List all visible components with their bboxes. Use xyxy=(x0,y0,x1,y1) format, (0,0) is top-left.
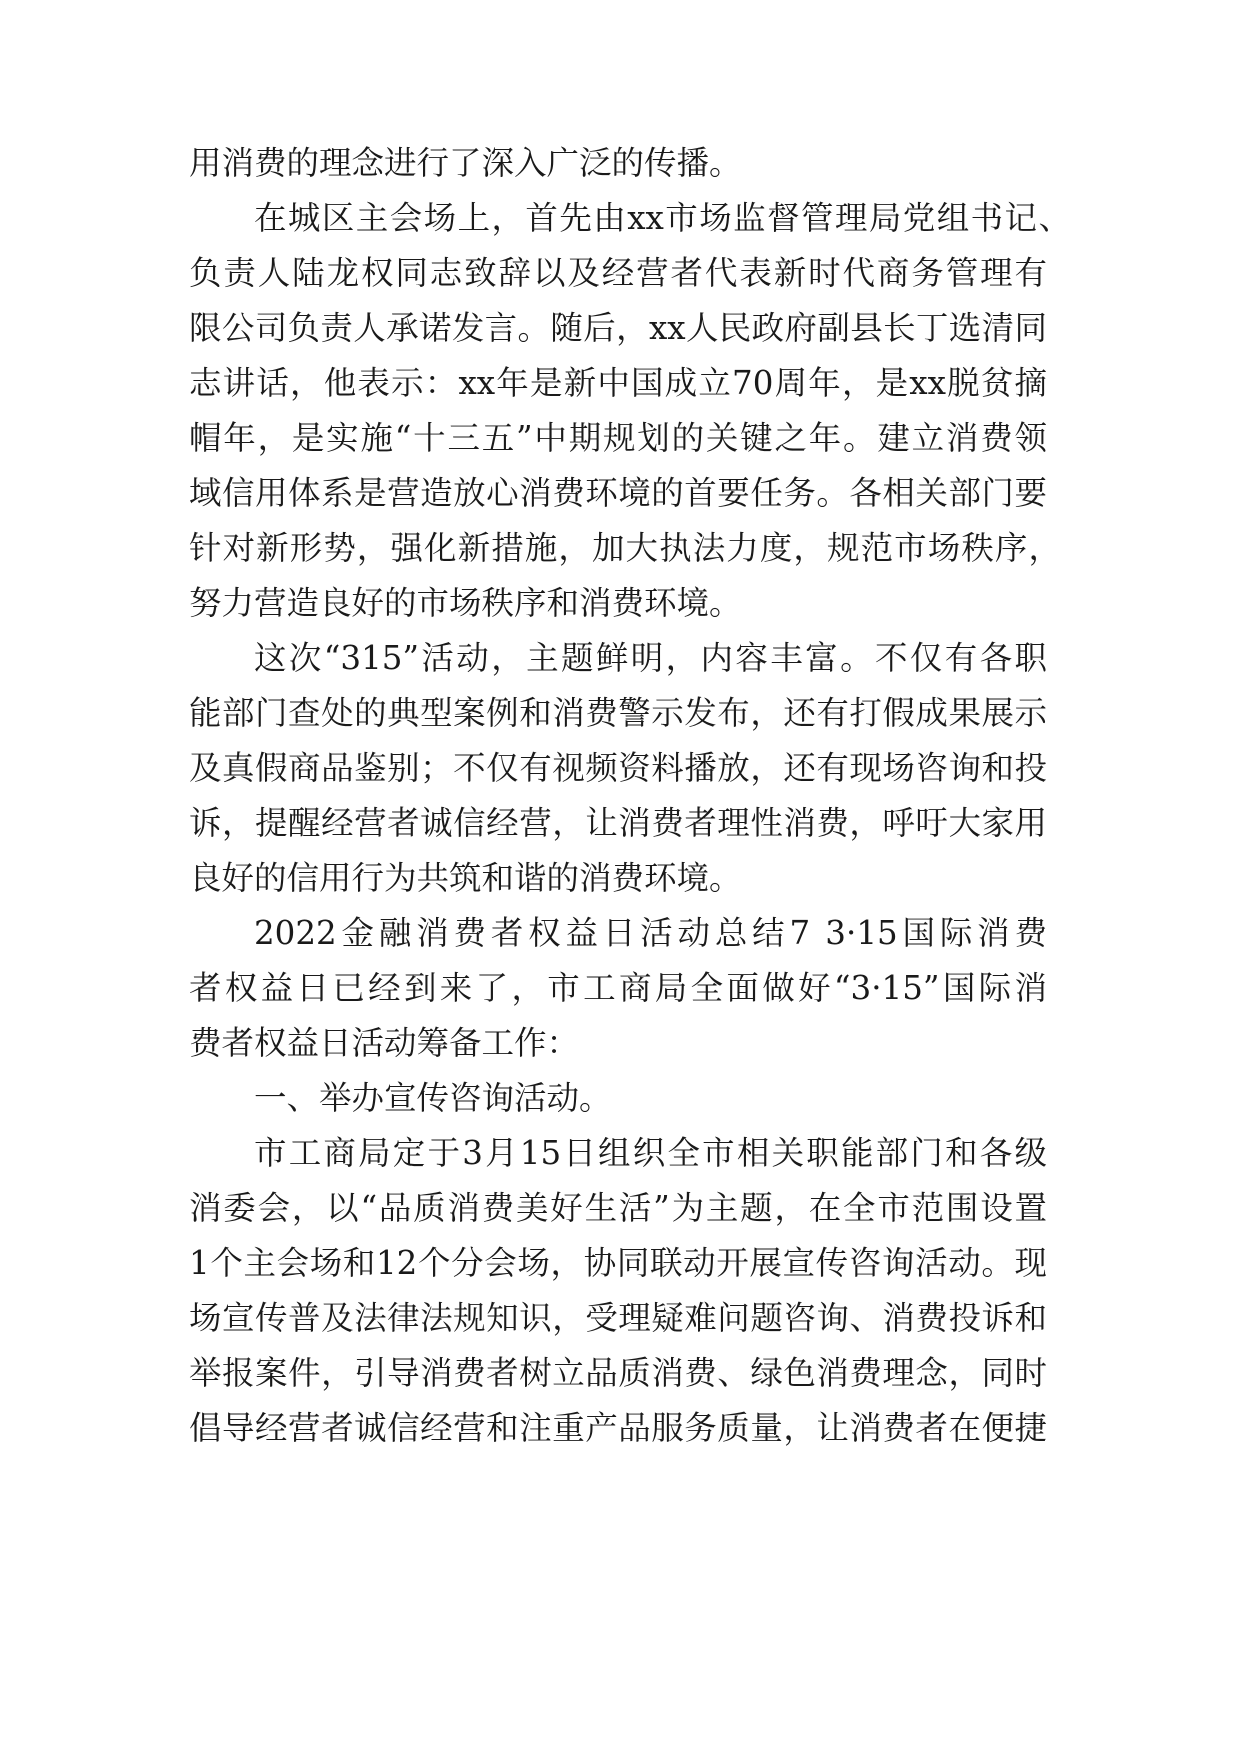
text-line: 志讲话，他表示：xx年是新中国成立70周年，是xx脱贫摘 xyxy=(189,364,1047,402)
text-line: 域信用体系是营造放心消费环境的首要任务。各相关部门要 xyxy=(189,474,1047,512)
text-line: 限公司负责人承诺发言。随后，xx人民政府副县长丁选清同 xyxy=(189,309,1047,347)
text-line: 良好的信用行为共筑和谐的消费环境。 xyxy=(189,859,742,897)
text-line: 针对新形势，强化新措施，加大执法力度，规范市场秩序， xyxy=(189,529,1061,567)
text-line: 倡导经营者诚信经营和注重产品服务质量，让消费者在便捷 xyxy=(189,1409,1047,1447)
text-line: 能部门查处的典型案例和消费警示发布，还有打假成果展示 xyxy=(189,694,1047,732)
text-line: 帽年，是实施“十三五”中期规划的关键之年。建立消费领 xyxy=(189,419,1047,457)
text-line: 这次“315”活动，主题鲜明，内容丰富。不仅有各职 xyxy=(254,639,1047,677)
text-line: 举报案件，引导消费者树立品质消费、绿色消费理念，同时 xyxy=(189,1354,1047,1392)
text-line: 一、举办宣传咨询活动。 xyxy=(254,1079,612,1117)
text-line: 及真假商品鉴别；不仅有视频资料播放，还有现场咨询和投 xyxy=(189,749,1047,787)
text-line: 场宣传普及法律法规知识，受理疑难问题咨询、消费投诉和 xyxy=(189,1299,1047,1337)
text-line: 1个主会场和12个分会场，协同联动开展宣传咨询活动。现 xyxy=(189,1244,1047,1282)
text-line: 用消费的理念进行了深入广泛的传播。 xyxy=(189,144,742,182)
text-line: 努力营造良好的市场秩序和消费环境。 xyxy=(189,584,742,622)
text-line: 在城区主会场上，首先由xx市场监督管理局党组书记、 xyxy=(254,199,1071,237)
text-line: 诉，提醒经营者诚信经营，让消费者理性消费，呼吁大家用 xyxy=(189,804,1047,842)
text-line: 者权益日已经到来了，市工商局全面做好“3·15”国际消 xyxy=(189,969,1047,1007)
text-line: 2022金融消费者权益日活动总结7 3·15国际消费 xyxy=(254,914,1047,952)
text-line: 市工商局定于3月15日组织全市相关职能部门和各级 xyxy=(254,1134,1047,1172)
text-line: 消委会，以“品质消费美好生活”为主题，在全市范围设置 xyxy=(189,1189,1047,1227)
text-line: 费者权益日活动筹备工作： xyxy=(189,1024,580,1062)
text-line: 负责人陆龙权同志致辞以及经营者代表新时代商务管理有 xyxy=(189,254,1047,292)
